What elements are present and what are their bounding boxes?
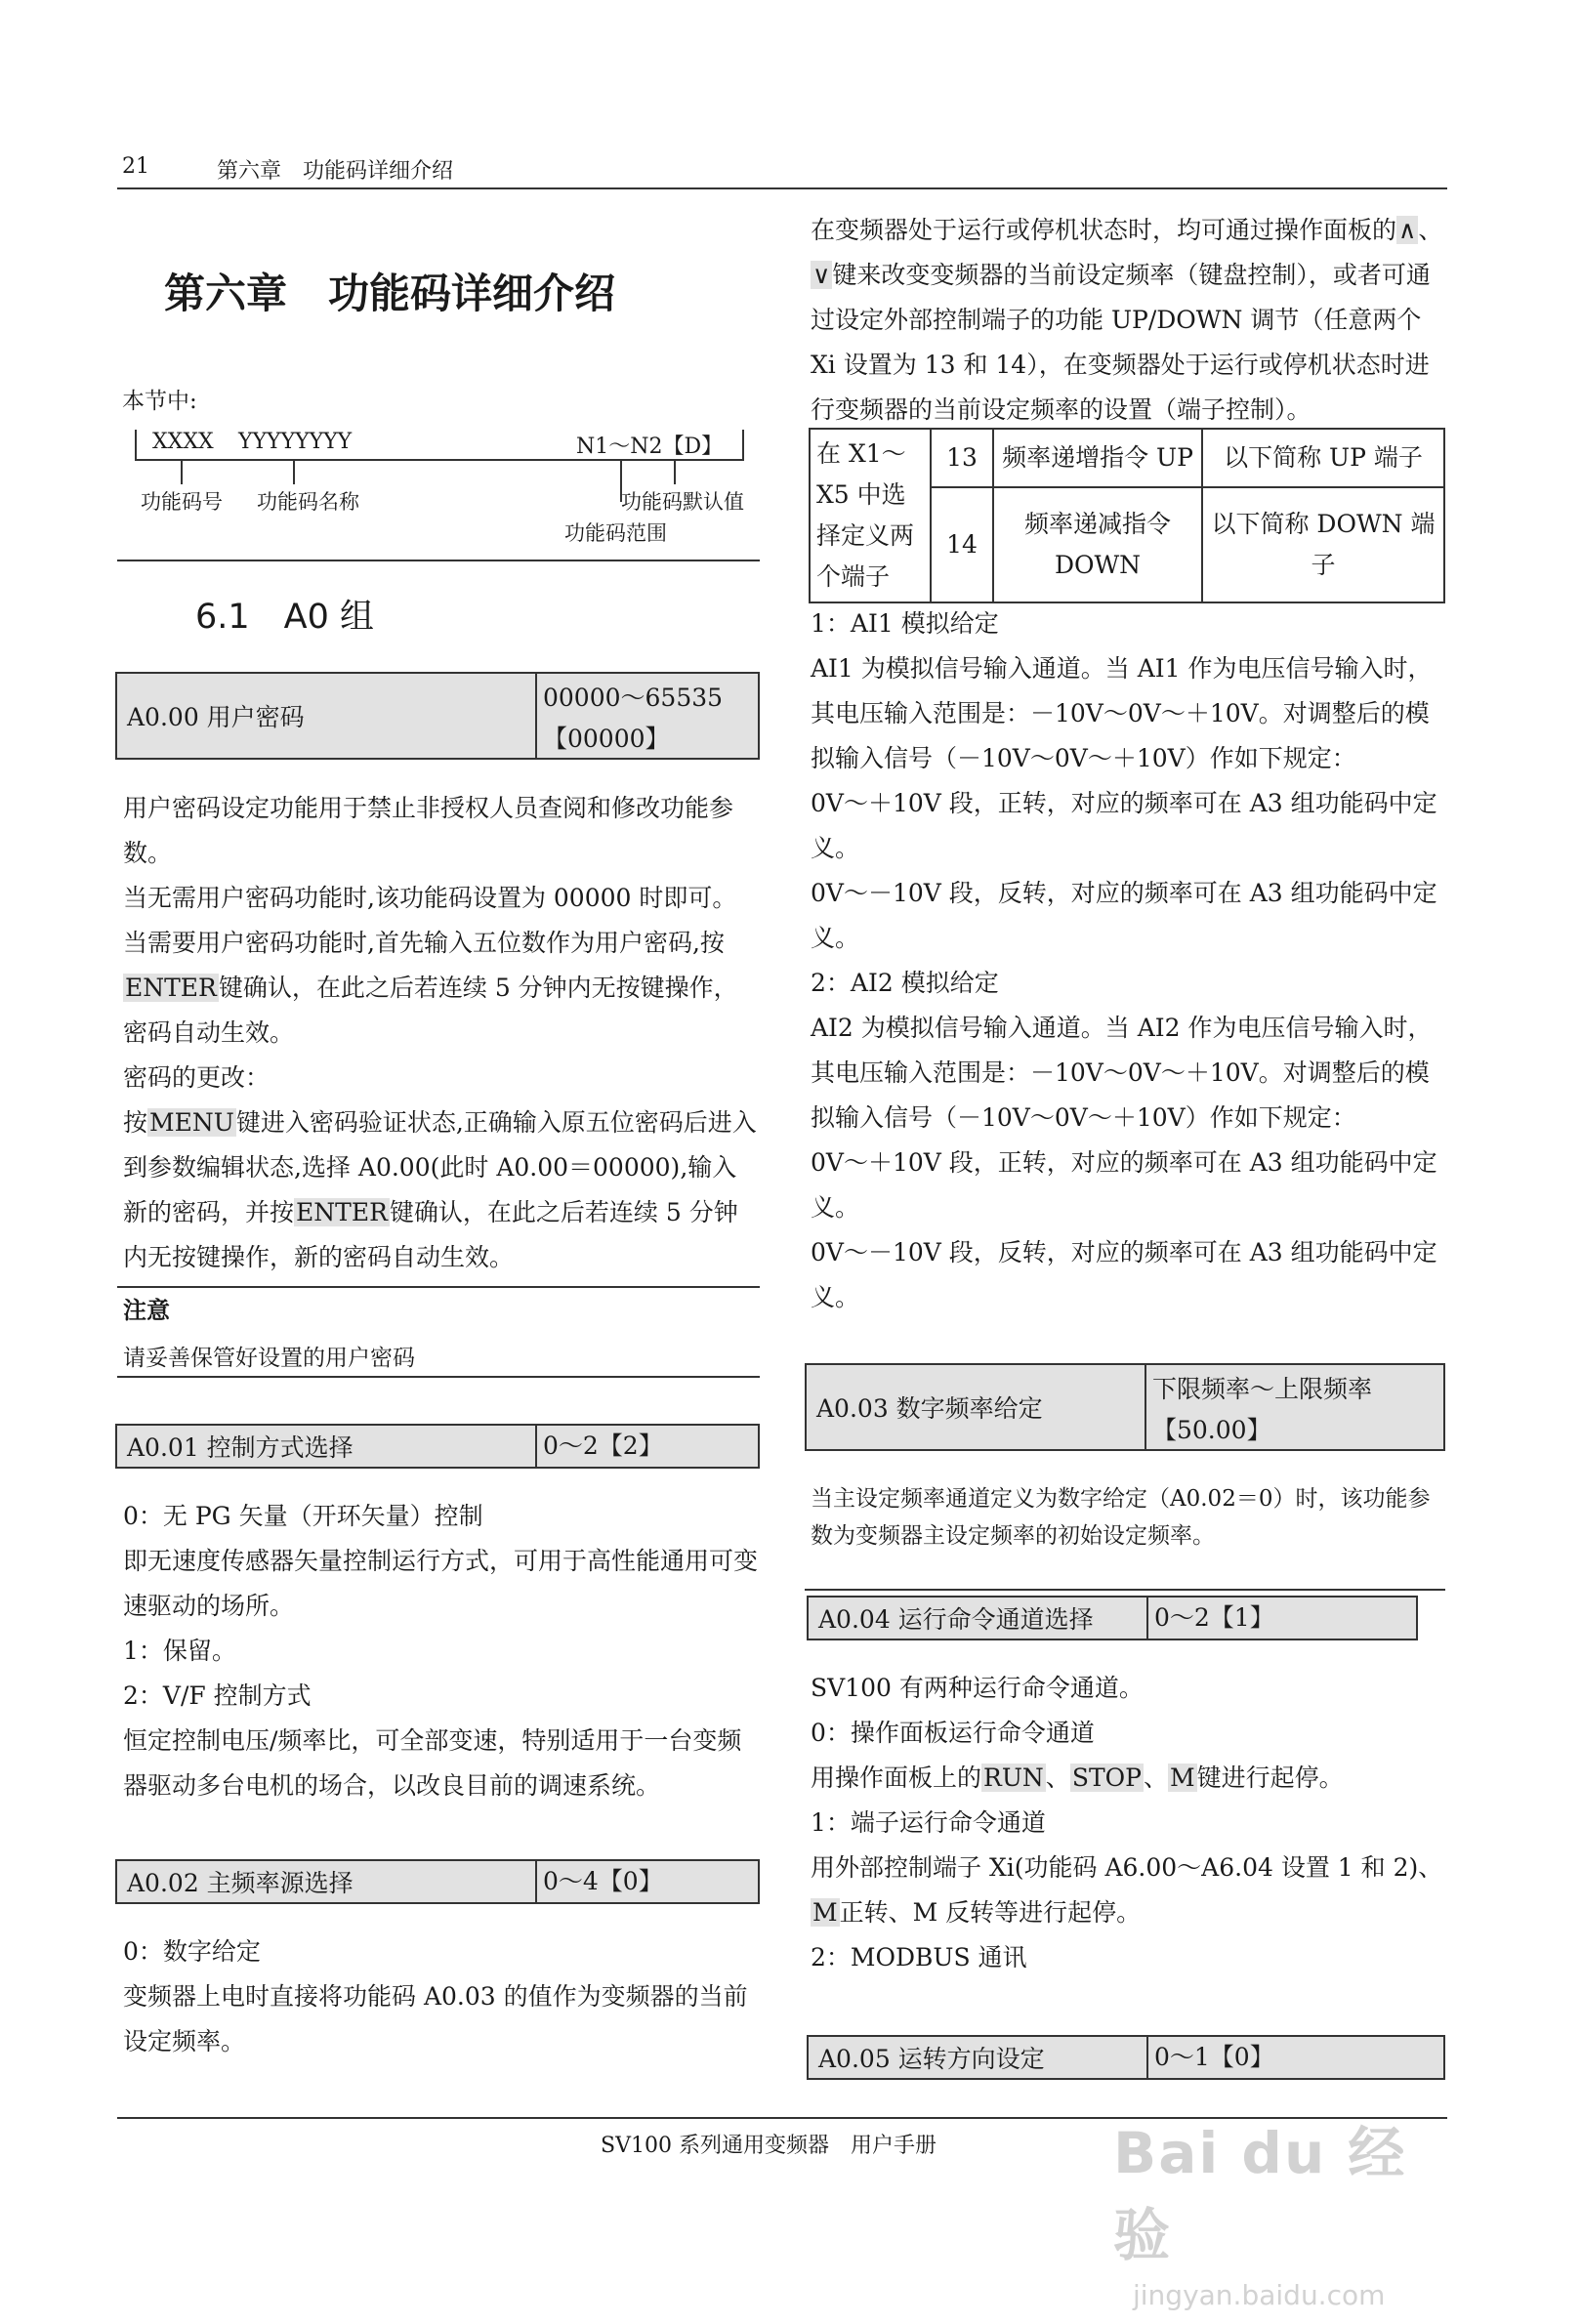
table-cell: 以下简称 DOWN 端子 [1202, 487, 1444, 602]
watermark-url: jingyan.baidu.com [1133, 2279, 1386, 2311]
chapter-title: 第六章 功能码详细介绍 [164, 270, 616, 317]
param-range-text: 00000～65535 [543, 684, 724, 712]
table-row [810, 429, 1444, 487]
param-name [117, 1861, 537, 1902]
cmd-opt-0: 0：操作面板运行命令通道 [811, 1719, 1095, 1747]
watermark-logo [1113, 2107, 1465, 2311]
page-number: 21 [122, 154, 149, 179]
section-title: 6.1 A0 组 [195, 598, 374, 637]
param-name [809, 1598, 1148, 1639]
enter-key: ENTER [125, 974, 217, 1002]
param-range-text: 0～2【2】 [543, 1432, 663, 1460]
m-key: M [812, 1898, 838, 1927]
ctrl-opt-1: 1：保留。 [123, 1637, 236, 1665]
param-a002 [115, 1859, 760, 1904]
text: 、 [1143, 1764, 1168, 1792]
note-title: 注意 [123, 1296, 170, 1324]
divider [117, 560, 760, 561]
legend-tick [674, 459, 676, 484]
param-range-text: 0～4【0】 [543, 1867, 663, 1895]
cmd-intro: SV100 有两种运行命令通道。 [811, 1674, 1144, 1702]
text: 用操作面板上的 [811, 1764, 982, 1792]
up-key: ∧ [1398, 216, 1417, 244]
right-para-1 [811, 208, 1445, 433]
ctrl-opt-2: 2：V/F 控制方式 [123, 1681, 312, 1710]
param-range-text: 下限频率～上限频率 [1152, 1375, 1373, 1403]
text: 、 [1045, 1764, 1070, 1792]
param-name-text: A0.03 数字频率给定 [816, 1394, 1043, 1423]
legend-label-name: 功能码名称 [257, 490, 359, 514]
left-para-2: 当无需用户密码功能时,该功能码设置为 00000 时即可。 [123, 884, 737, 912]
param-name [809, 2037, 1148, 2078]
header-rule [117, 187, 1447, 189]
running-header: 第六章 功能码详细介绍 [217, 159, 454, 184]
cmd-opt-1: 1：端子运行命令通道 [811, 1808, 1046, 1837]
legend-label-range: 功能码范围 [564, 521, 667, 545]
table-cell: 以下简称 UP 端子 [1202, 429, 1444, 487]
param-range-text: 0～1【0】 [1154, 2043, 1274, 2071]
text: 键进入密码验证状态,正确输入原五位密码后进入到参数编辑状态,选择 A0.00(此时 A0.00＝00000),输入新的密码，并按 [123, 1108, 757, 1226]
left-para-3 [123, 921, 758, 1056]
watermark-brand: Bai du 经验 [1113, 2120, 1407, 2268]
terminal-table [809, 428, 1445, 603]
param-default-text: 【00000】 [543, 725, 670, 753]
param-range [535, 1861, 758, 1902]
ai1-text: AI1 为模拟信号输入通道。当 AI1 作为电压信号输入时，其电压输入范围是：－10V～0V～＋10V。对调整后的模拟输入信号（－10V～0V～＋10V）作如下规定： [811, 654, 1433, 772]
note-text: 请妥善保管好设置的用户密码 [123, 1346, 415, 1371]
a003-desc: 当主设定频率通道定义为数字给定（A0.02＝0）时，该功能参数为变频器主设定频率的初始设定频率。 [811, 1486, 1431, 1549]
legend-name: YYYYYYYY [238, 430, 353, 454]
text: 正转、M 反转等进行起停。 [839, 1898, 1142, 1927]
cmd-opt-0-desc [811, 1756, 1445, 1801]
src-opt-0-desc: 变频器上电时直接将功能码 A0.03 的值作为变频器的当前设定频率。 [123, 1982, 748, 2055]
param-default-text: 【50.00】 [1152, 1416, 1271, 1444]
ai1-forward: 0V～＋10V 段，正转，对应的频率可在 A3 组功能码中定义。 [811, 789, 1437, 862]
ai2-title: 2：AI2 模拟给定 [811, 969, 999, 997]
text: 键来改变变频器的当前设定频率（键盘控制），或者可通过设定外部控制端子的功能 UP/DOWN 调节（任意两个 Xi 设置为 13 和 14），在变频器处于运行或停机状态时进行变频器的当前设定频率的设置（端子控制）。 [811, 261, 1431, 424]
param-range [1145, 1365, 1443, 1449]
text: 当需要用户密码功能时,首先输入五位数作为用户密码,按 [123, 929, 725, 957]
param-range [1146, 1598, 1416, 1639]
param-name-text: A0.05 运转方向设定 [818, 2045, 1045, 2073]
menu-key: MENU [149, 1108, 234, 1137]
enter-key: ENTER [296, 1198, 388, 1226]
ctrl-opt-0: 0：无 PG 矢量（开环矢量）控制 [123, 1502, 483, 1530]
text: 用外部控制端子 Xi(功能码 A6.00～A6.04 设置 1 和 2)、 [811, 1853, 1443, 1882]
text: 键确认，在此之后若连续 5 分钟内无按键操作，新的密码自动生效。 [123, 1198, 738, 1271]
note-bottom-rule [117, 1376, 760, 1378]
legend-label-default: 功能码默认值 [621, 490, 744, 514]
legend-label-code: 功能码号 [141, 490, 223, 514]
param-a001 [115, 1424, 760, 1469]
table-cell: 在 X1～X5 中选择定义两个端子 [810, 429, 931, 602]
param-range [1146, 2037, 1443, 2078]
ctrl-opt-0-desc: 即无速度传感器矢量控制运行方式，可用于高性能通用可变速驱动的场所。 [123, 1547, 759, 1620]
ctrl-opt-2-desc: 恒定控制电压/频率比，可全部变速，特别适用于一台变频器驱动多台电机的场合，以改良目前的调速系统。 [123, 1726, 742, 1800]
table-cell: 13 [931, 429, 993, 487]
legend-intro: 本节中: [122, 389, 197, 414]
legend-code: XXXX [152, 430, 214, 454]
param-a005 [807, 2035, 1445, 2080]
note-top-rule [117, 1286, 760, 1288]
left-para-4: 密码的更改： [123, 1063, 271, 1092]
param-a004 [807, 1596, 1418, 1640]
ai2-reverse: 0V～－10V 段，反转，对应的频率可在 A3 组功能码中定义。 [811, 1238, 1437, 1311]
legend-range-default: N1～N2【D】 [576, 435, 724, 459]
left-para-1: 用户密码设定功能用于禁止非授权人员查阅和修改功能参数。 [123, 794, 734, 867]
ai1-title: 1：AI1 模拟给定 [811, 609, 999, 638]
table-cell: 频率递减指令 DOWN [993, 487, 1202, 602]
stop-key: STOP [1071, 1764, 1142, 1792]
cmd-opt-1-desc [811, 1846, 1445, 1935]
param-name-text: A0.00 用户密码 [127, 703, 305, 731]
text: 键进行起停。 [1196, 1764, 1344, 1792]
param-name [117, 674, 537, 758]
down-key: ∨ [812, 261, 831, 289]
param-a003 [805, 1363, 1445, 1451]
text: 、 [1418, 216, 1443, 244]
legend-tick [181, 459, 183, 484]
param-name [117, 1426, 537, 1467]
param-range [535, 1426, 758, 1467]
legend-tick [293, 459, 295, 484]
table-cell: 频率递增指令 UP [993, 429, 1202, 487]
footer-text: SV100 系列通用变频器 用户手册 [601, 2134, 937, 2158]
m-key: M [1169, 1764, 1195, 1792]
a004-top-rule [805, 1589, 1445, 1591]
left-para-5 [123, 1100, 758, 1280]
param-range-text: 0～2【1】 [1154, 1603, 1274, 1632]
param-name [807, 1365, 1146, 1449]
param-name-text: A0.01 控制方式选择 [127, 1433, 354, 1462]
param-range [535, 674, 758, 758]
ai2-text: AI2 为模拟信号输入通道。当 AI2 作为电压信号输入时，其电压输入范围是：－10V～0V～＋10V。对调整后的模拟输入信号（－10V～0V～＋10V）作如下规定： [811, 1014, 1433, 1132]
text: 键确认，在此之后若连续 5 分钟内无按键操作，密码自动生效。 [123, 974, 738, 1047]
ai2-forward: 0V～＋10V 段，正转，对应的频率可在 A3 组功能码中定义。 [811, 1148, 1437, 1222]
text: 在变频器处于运行或停机状态时，均可通过操作面板的 [811, 216, 1397, 244]
ai1-reverse: 0V～－10V 段，反转，对应的频率可在 A3 组功能码中定义。 [811, 879, 1437, 952]
param-name-text: A0.02 主频率源选择 [127, 1869, 354, 1897]
table-cell: 14 [931, 487, 993, 602]
cmd-opt-2: 2：MODBUS 通讯 [811, 1943, 1027, 1971]
src-opt-0: 0：数字给定 [123, 1937, 261, 1966]
param-name-text: A0.04 运行命令通道选择 [818, 1605, 1094, 1634]
run-key: RUN [983, 1764, 1044, 1792]
text: 按 [123, 1108, 148, 1137]
param-a000 [115, 672, 760, 760]
